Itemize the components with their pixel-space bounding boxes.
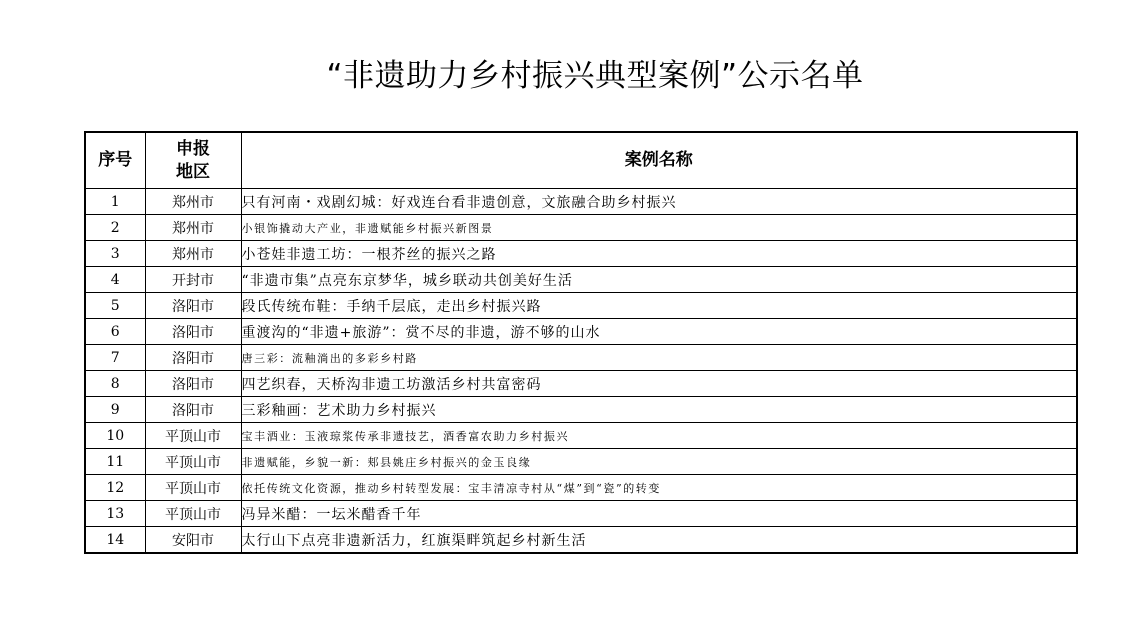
row-case-name: 四艺织春，天桥沟非遗工坊激活乡村共富密码 [241,371,1077,397]
table-row [85,397,1077,423]
table-row [85,371,1077,397]
row-case-name: 冯异米醋：一坛米醋香千年 [241,501,1077,527]
row-index: 6 [85,319,145,345]
row-index: 4 [85,267,145,293]
row-case-name: 太行山下点亮非遗新活力，红旗渠畔筑起乡村新生活 [241,527,1077,554]
row-index: 9 [85,397,145,423]
row-region: 洛阳市 [145,345,241,371]
row-region: 平顶山市 [145,475,241,501]
row-index: 10 [85,423,145,449]
table-row [85,501,1077,527]
row-case-name: 三彩釉画：艺术助力乡村振兴 [241,397,1077,423]
row-case-name: 唐三彩：流釉淌出的多彩乡村路 [241,345,1077,371]
row-index: 13 [85,501,145,527]
header-index: 序号 [85,132,145,189]
row-case-name: 小苍娃非遗工坊：一根芥丝的振兴之路 [241,241,1077,267]
row-case-name: 只有河南・戏剧幻城：好戏连台看非遗创意，文旅融合助乡村振兴 [241,189,1077,215]
row-index: 2 [85,215,145,241]
header-region-line2: 地区 [176,161,210,182]
row-region: 安阳市 [145,527,241,554]
header-case-name: 案例名称 [241,132,1077,189]
row-case-name: 小银饰撬动大产业，非遗赋能乡村振兴新图景 [241,215,1077,241]
table-row [85,319,1077,345]
row-index: 1 [85,189,145,215]
row-region: 洛阳市 [145,293,241,319]
row-index: 3 [85,241,145,267]
row-index: 8 [85,371,145,397]
row-case-name: 重渡沟的“非遗+旅游”：赏不尽的非遗，游不够的山水 [241,319,1077,345]
case-list-table [84,131,1078,554]
table-header-row [85,132,1077,189]
table-row [85,345,1077,371]
table-row [85,189,1077,215]
header-region [145,132,241,189]
row-region: 平顶山市 [145,449,241,475]
row-region: 郑州市 [145,215,241,241]
row-index: 12 [85,475,145,501]
row-index: 11 [85,449,145,475]
table-row [85,267,1077,293]
row-region: 郑州市 [145,189,241,215]
row-case-name: 依托传统文化资源，推动乡村转型发展：宝丰清凉寺村从“煤”到“瓷”的转变 [241,475,1077,501]
table-row [85,449,1077,475]
row-region: 平顶山市 [145,501,241,527]
header-region-line1: 申报 [176,138,210,159]
row-region: 平顶山市 [145,423,241,449]
row-index: 7 [85,345,145,371]
table-row [85,475,1077,501]
row-case-name: “非遗市集”点亮东京梦华，城乡联动共创美好生活 [241,267,1077,293]
table-row [85,241,1077,267]
row-region: 洛阳市 [145,371,241,397]
row-region: 洛阳市 [145,397,241,423]
row-region: 开封市 [145,267,241,293]
row-case-name: 段氏传统布鞋：手纳千层底，走出乡村振兴路 [241,293,1077,319]
row-case-name: 宝丰酒业：玉液琼浆传承非遗技艺，酒香富农助力乡村振兴 [241,423,1077,449]
table-row [85,527,1077,554]
table-row [85,423,1077,449]
row-region: 郑州市 [145,241,241,267]
table-row [85,215,1077,241]
row-region: 洛阳市 [145,319,241,345]
document-title: “非遗助力乡村振兴典型案例”公示名单 [326,58,864,94]
row-index: 14 [85,527,145,554]
row-index: 5 [85,293,145,319]
table-row [85,293,1077,319]
row-case-name: 非遗赋能，乡貌一新：郏县姚庄乡村振兴的金玉良缘 [241,449,1077,475]
